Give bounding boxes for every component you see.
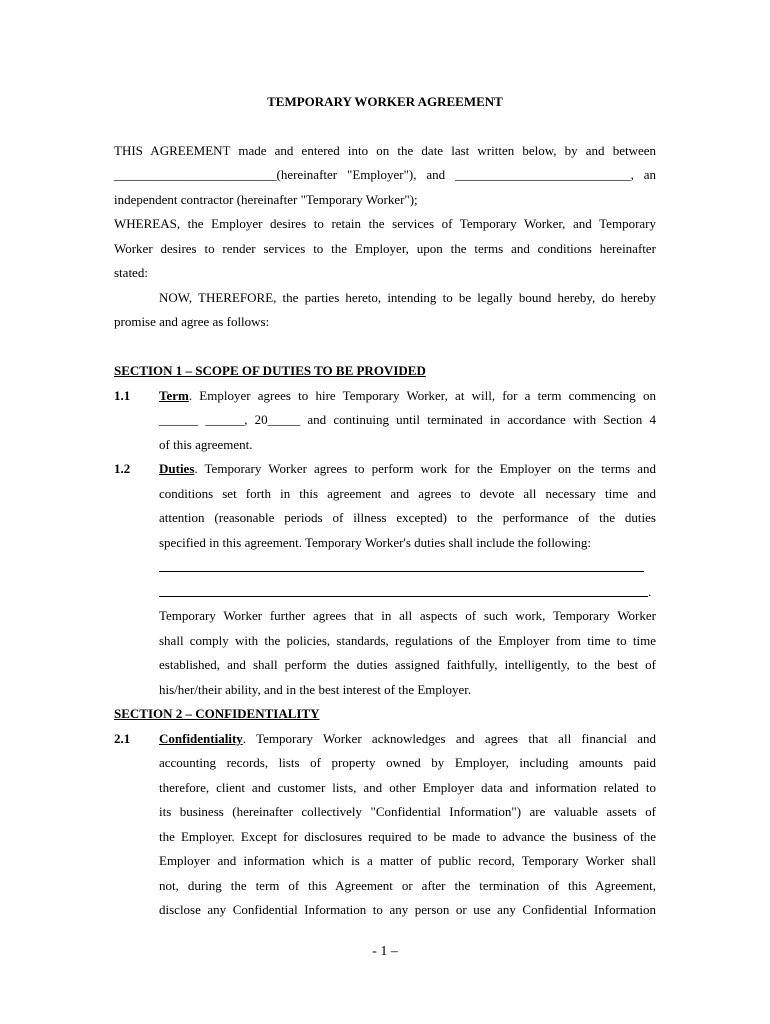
clause-1-1-line: ______ ______, 20_____ and continuing until terminated in accordance with Section 4 (159, 412, 656, 427)
clause-1-1-text: . Employer agrees to hire Temporary Worker, at will, for a term commencing on (188, 388, 656, 403)
document-title: TEMPORARY WORKER AGREEMENT (267, 94, 503, 109)
clause-1-2-line: shall comply with the policies, standards, regulations of the Employer from time to time (159, 633, 656, 648)
clause-1-2-label: Duties (159, 461, 195, 476)
clause-2-1-number: 2.1 (114, 731, 131, 746)
page-number: - 1 – (372, 944, 398, 959)
section-1-heading: SECTION 1 – SCOPE OF DUTIES TO BE PROVIDED (114, 363, 426, 378)
clause-2-1-line: accounting records, lists of property owned by Employer, including amounts paid (159, 755, 656, 770)
whereas-line: Worker desires to render services to the Employer, upon the terms and conditions hereinafter (114, 241, 656, 256)
clause-1-1-line: of this agreement. (159, 437, 253, 452)
clause-1-1-label: Term (159, 388, 189, 403)
clause-2-1-line: Employer and information which is a matter of public record, Temporary Worker shall (159, 853, 656, 868)
clause-2-1-line: not, during the term of this Agreement or after the termination of this Agreement, (159, 878, 656, 893)
clause-2-1-line (159, 731, 656, 747)
now-therefore-line: promise and agree as follows: (114, 314, 270, 329)
clause-1-2-line: attention (reasonable periods of illness excepted) to the performance of the duties (159, 510, 656, 525)
clause-2-1-label: Confidentiality (159, 731, 243, 746)
clause-1-1-line (159, 388, 656, 404)
now-therefore-line: NOW, THEREFORE, the parties hereto, intending to be legally bound hereby, do hereby (159, 290, 656, 305)
blank-line (159, 571, 644, 572)
preamble-line: _________________________(hereinafter "Employer"), and ___________________________, an (114, 167, 656, 182)
blank-line (159, 596, 648, 597)
clause-1-2-number: 1.2 (114, 461, 131, 476)
clause-1-1-number: 1.1 (114, 388, 131, 403)
clause-2-1-text: . Temporary Worker acknowledges and agrees that all financial and (242, 731, 656, 746)
clause-2-1-line: the Employer. Except for disclosures required to be made to advance the business of the (159, 829, 656, 844)
clause-2-1-line: its business (hereinafter collectively "Confidential Information") are valuable assets of (159, 804, 656, 819)
clause-1-2-line: conditions set forth in this agreement and agrees to devote all necessary time and (159, 486, 656, 501)
clause-2-1-line: therefore, client and customer lists, and other Employer data and information related to (159, 780, 656, 795)
clause-1-2-text: . Temporary Worker agrees to perform work for the Employer on the terms and (194, 461, 656, 476)
section-2-heading: SECTION 2 – CONFIDENTIALITY (114, 706, 320, 721)
clause-1-2-line: Temporary Worker further agrees that in all aspects of such work, Temporary Worker (159, 608, 656, 623)
whereas-line: WHEREAS, the Employer desires to retain the services of Temporary Worker, and Temporary (114, 216, 656, 231)
clause-1-2-line: established, and shall perform the duties assigned faithfully, intelligently, to the best of (159, 657, 656, 672)
clause-1-2-line (159, 461, 656, 477)
blank-line-period: . (648, 584, 652, 599)
whereas-line: stated: (114, 265, 148, 280)
preamble-line: independent contractor (hereinafter "Temporary Worker"); (114, 192, 418, 207)
preamble-line: THIS AGREEMENT made and entered into on the date last written below, by and between (114, 143, 656, 158)
clause-2-1-line: disclose any Confidential Information to any person or use any Confidential Information (159, 902, 656, 917)
clause-1-2-line: specified in this agreement. Temporary Worker's duties shall include the following: (159, 535, 592, 550)
clause-1-2-line: his/her/their ability, and in the best interest of the Employer. (159, 682, 472, 697)
